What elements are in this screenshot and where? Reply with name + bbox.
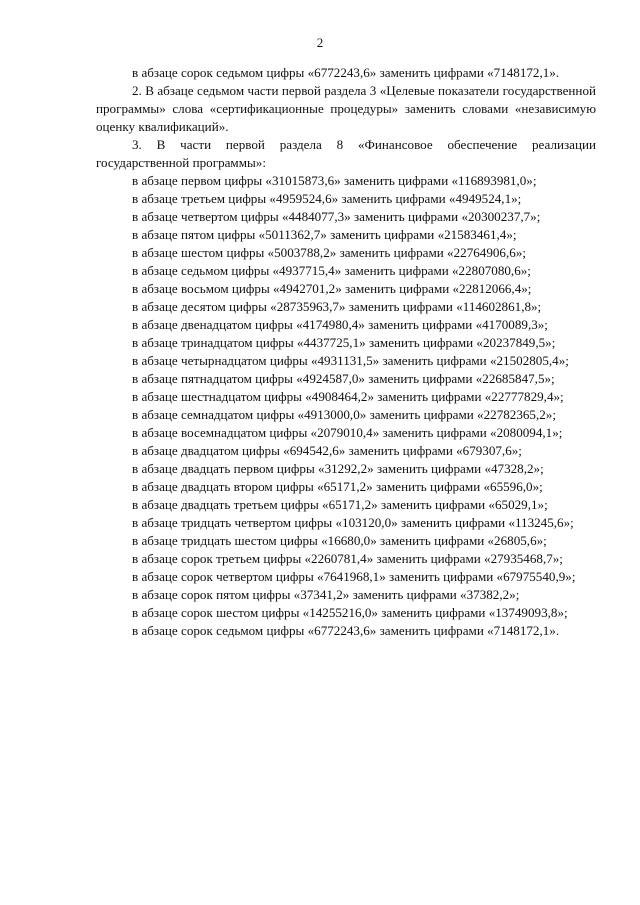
paragraph: в абзаце четвертом цифры «4484077,3» заменить цифрами «20300237,7»; [132, 209, 541, 224]
paragraph: в абзаце двадцать третьем цифры «65171,2» заменить цифрами «65029,1»; [132, 497, 548, 512]
paragraph: в абзаце шестом цифры «5003788,2» заменить цифрами «22764906,6»; [132, 245, 526, 260]
paragraph: в абзаце двадцатом цифры «694542,6» заменить цифрами «679307,6»; [132, 443, 522, 458]
paragraph: в абзаце двадцать первом цифры «31292,2» заменить цифрами «47328,2»; [132, 461, 544, 476]
paragraph: в абзаце шестнадцатом цифры «4908464,2» заменить цифрами «22777829,4»; [132, 389, 564, 404]
paragraph: 3. В части первой раздела 8 «Финансовое обеспечение реализации государственной программы»: [96, 137, 596, 170]
paragraph: в абзаце тридцать шестом цифры «16680,0» заменить цифрами «26805,6»; [132, 533, 547, 548]
paragraph: в абзаце сорок пятом цифры «37341,2» заменить цифрами «37382,2»; [132, 587, 520, 602]
paragraph: в абзаце сорок седьмом цифры «6772243,6» заменить цифрами «7148172,1». [132, 623, 560, 638]
paragraph: в абзаце тридцать четвертом цифры «103120,0» заменить цифрами «113245,6»; [132, 515, 574, 530]
paragraph: в абзаце пятом цифры «5011362,7» заменить цифрами «21583461,4»; [132, 227, 517, 242]
paragraph: в абзаце восемнадцатом цифры «2079010,4» заменить цифрами «2080094,1»; [132, 425, 563, 440]
paragraph: в абзаце первом цифры «31015873,6» заменить цифрами «116893981,0»; [132, 173, 537, 188]
paragraph: в абзаце четырнадцатом цифры «4931131,5» заменить цифрами «21502805,4»; [132, 353, 569, 368]
paragraph: в абзаце сорок седьмом цифры «6772243,6» заменить цифрами «7148172,1». [132, 65, 560, 80]
paragraph: в абзаце третьем цифры «4959524,6» заменить цифрами «4949524,1»; [132, 191, 522, 206]
paragraph: 2. В абзаце седьмом части первой раздела 3 «Целевые показатели государственной программы» слова «сертификационные процедуры» заменить словами «независимую оценку квалификаций». [96, 83, 596, 134]
paragraph: в абзаце сорок шестом цифры «14255216,0» заменить цифрами «13749093,8»; [132, 605, 568, 620]
document-body [96, 64, 596, 640]
page-number: 2 [316, 35, 324, 50]
paragraph: в абзаце двадцать втором цифры «65171,2» заменить цифрами «65596,0»; [132, 479, 543, 494]
paragraph: в абзаце десятом цифры «28735963,7» заменить цифрами «114602861,8»; [132, 299, 542, 314]
paragraph: в абзаце пятнадцатом цифры «4924587,0» заменить цифрами «22685847,5»; [132, 371, 555, 386]
paragraph: в абзаце седьмом цифры «4937715,4» заменить цифрами «22807080,6»; [132, 263, 531, 278]
paragraph: в абзаце сорок третьем цифры «2260781,4» заменить цифрами «27935468,7»; [132, 551, 563, 566]
paragraph: в абзаце семнадцатом цифры «4913000,0» заменить цифрами «22782365,2»; [132, 407, 556, 422]
paragraph: в абзаце сорок четвертом цифры «7641968,1» заменить цифрами «67975540,9»; [132, 569, 576, 584]
paragraph: в абзаце тринадцатом цифры «4437725,1» заменить цифрами «20237849,5»; [132, 335, 556, 350]
paragraph: в абзаце двенадцатом цифры «4174980,4» заменить цифрами «4170089,3»; [132, 317, 548, 332]
paragraph: в абзаце восьмом цифры «4942701,2» заменить цифрами «22812066,4»; [132, 281, 532, 296]
